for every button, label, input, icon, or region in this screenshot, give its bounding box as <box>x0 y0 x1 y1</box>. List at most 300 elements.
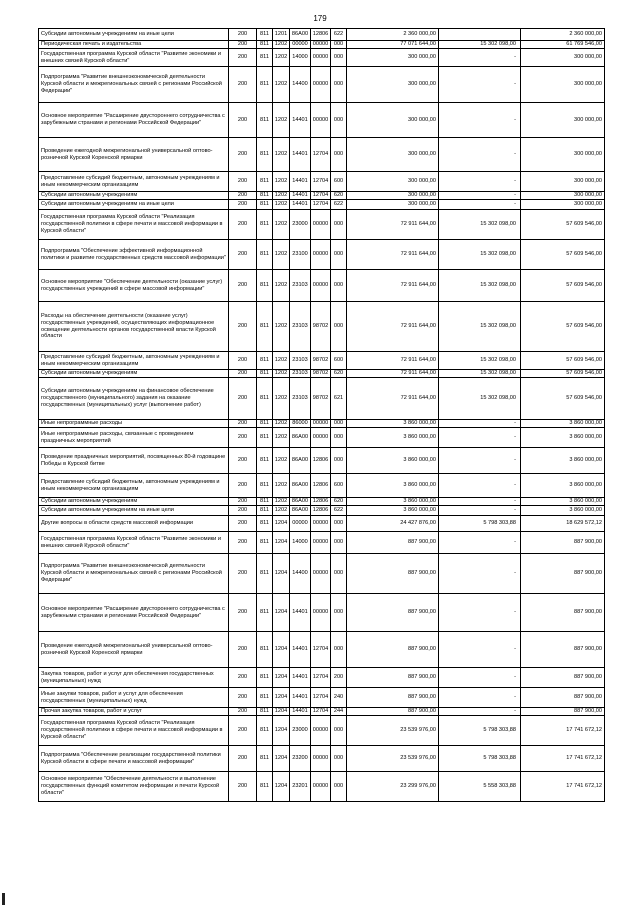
row-direction-cell: 12806 <box>311 498 331 506</box>
row-admin-cell: 811 <box>257 302 273 352</box>
row-program-cell: 14000 <box>290 532 311 554</box>
row-federal-cell: 15 302 098,00 <box>439 41 521 49</box>
row-federal-cell <box>439 29 521 41</box>
row-admin-cell: 811 <box>257 554 273 594</box>
row-expense-type-cell: 000 <box>331 554 347 594</box>
row-grbs-cell: 200 <box>229 302 257 352</box>
row-expense-type-cell: 000 <box>331 532 347 554</box>
row-regional-cell: 887 900,00 <box>521 688 605 708</box>
row-direction-cell: 00000 <box>311 532 331 554</box>
row-name-cell: Иные непрограммные расходы, связанные с проведением праздничных мероприятий <box>39 428 229 448</box>
row-name-cell: Проведение ежегодной межрегиональной универсальной оптово-розничной Курской Коренской ярмарки <box>39 632 229 668</box>
table-row <box>39 240 605 270</box>
row-section-cell: 1204 <box>273 668 290 688</box>
row-total-cell: 887 900,00 <box>347 532 439 554</box>
table-row <box>39 138 605 172</box>
row-program-cell: 86000 <box>290 420 311 428</box>
row-section-cell: 1202 <box>273 352 290 370</box>
row-admin-cell: 811 <box>257 172 273 192</box>
row-direction-cell: 12704 <box>311 632 331 668</box>
row-regional-cell: 300 000,00 <box>521 192 605 200</box>
row-grbs-cell: 200 <box>229 192 257 200</box>
row-expense-type-cell: 000 <box>331 302 347 352</box>
row-expense-type-cell: 244 <box>331 708 347 716</box>
row-name-cell: Субсидии автономным учреждениям на иные цели <box>39 506 229 516</box>
row-expense-type-cell: 000 <box>331 49 347 67</box>
row-federal-cell: - <box>439 420 521 428</box>
row-federal-cell: 15 302 098,00 <box>439 378 521 420</box>
row-direction-cell: 12704 <box>311 172 331 192</box>
row-expense-type-cell: 000 <box>331 67 347 103</box>
row-name-cell: Государственная программа Курской области "Реализация государственной политики в сфере печати и массовой информации в Курской области" <box>39 716 229 746</box>
row-admin-cell: 811 <box>257 708 273 716</box>
row-expense-type-cell: 620 <box>331 498 347 506</box>
table-row <box>39 270 605 302</box>
row-program-cell: 86А00 <box>290 506 311 516</box>
row-grbs-cell: 200 <box>229 200 257 210</box>
row-expense-type-cell: 000 <box>331 632 347 668</box>
row-federal-cell: - <box>439 708 521 716</box>
row-direction-cell: 00000 <box>311 67 331 103</box>
row-federal-cell: - <box>439 49 521 67</box>
row-expense-type-cell: 000 <box>331 772 347 802</box>
row-total-cell: 72 911 644,00 <box>347 270 439 302</box>
row-regional-cell: 61 769 546,00 <box>521 41 605 49</box>
row-federal-cell: - <box>439 498 521 506</box>
table-row <box>39 378 605 420</box>
row-name-cell: Субсидии автономным учреждениям на иные цели <box>39 29 229 41</box>
row-name-cell: Проведение ежегодной межрегиональной универсальной оптово-розничной Курской Коренской ярмарки <box>39 138 229 172</box>
row-grbs-cell: 200 <box>229 420 257 428</box>
row-total-cell: 300 000,00 <box>347 172 439 192</box>
row-regional-cell: 57 609 546,00 <box>521 240 605 270</box>
row-section-cell: 1204 <box>273 708 290 716</box>
row-grbs-cell: 200 <box>229 210 257 240</box>
row-federal-cell: - <box>439 428 521 448</box>
row-program-cell: 14400 <box>290 554 311 594</box>
row-direction-cell: 00000 <box>311 210 331 240</box>
row-federal-cell: - <box>439 200 521 210</box>
table-row <box>39 448 605 474</box>
row-admin-cell: 811 <box>257 41 273 49</box>
row-name-cell: Иные закупки товаров, работ и услуг для обеспечения государственных (муниципальных) нужд <box>39 688 229 708</box>
row-total-cell: 3 860 000,00 <box>347 420 439 428</box>
row-regional-cell: 3 860 000,00 <box>521 428 605 448</box>
row-total-cell: 300 000,00 <box>347 67 439 103</box>
row-program-cell: 14401 <box>290 632 311 668</box>
budget-table <box>38 28 605 802</box>
row-federal-cell: 5 798 303,88 <box>439 516 521 532</box>
row-admin-cell: 811 <box>257 192 273 200</box>
row-admin-cell: 811 <box>257 716 273 746</box>
row-direction-cell: 00000 <box>311 420 331 428</box>
row-name-cell: Предоставление субсидий бюджетным, автономным учреждениям и иным некоммерческим организациям <box>39 352 229 370</box>
row-federal-cell: - <box>439 448 521 474</box>
row-grbs-cell: 200 <box>229 67 257 103</box>
row-admin-cell: 811 <box>257 632 273 668</box>
row-program-cell: 14401 <box>290 192 311 200</box>
row-section-cell: 1202 <box>273 192 290 200</box>
row-direction-cell: 12806 <box>311 474 331 498</box>
row-section-cell: 1202 <box>273 474 290 498</box>
row-federal-cell: 15 302 098,00 <box>439 270 521 302</box>
row-direction-cell: 12806 <box>311 29 331 41</box>
row-expense-type-cell: 000 <box>331 716 347 746</box>
row-regional-cell: 57 609 546,00 <box>521 352 605 370</box>
row-section-cell: 1201 <box>273 29 290 41</box>
row-direction-cell: 00000 <box>311 270 331 302</box>
row-federal-cell: 15 302 098,00 <box>439 302 521 352</box>
row-grbs-cell: 200 <box>229 474 257 498</box>
row-federal-cell: - <box>439 594 521 632</box>
row-expense-type-cell: 000 <box>331 138 347 172</box>
row-program-cell: 23201 <box>290 772 311 802</box>
row-total-cell: 887 900,00 <box>347 632 439 668</box>
row-admin-cell: 811 <box>257 67 273 103</box>
row-expense-type-cell: 000 <box>331 270 347 302</box>
row-admin-cell: 811 <box>257 516 273 532</box>
row-regional-cell: 57 609 546,00 <box>521 270 605 302</box>
row-grbs-cell: 200 <box>229 746 257 772</box>
row-federal-cell: - <box>439 632 521 668</box>
row-grbs-cell: 200 <box>229 352 257 370</box>
row-grbs-cell: 200 <box>229 270 257 302</box>
table-row <box>39 352 605 370</box>
row-expense-type-cell: 000 <box>331 746 347 772</box>
row-admin-cell: 811 <box>257 668 273 688</box>
row-regional-cell: 57 609 546,00 <box>521 370 605 378</box>
row-grbs-cell: 200 <box>229 632 257 668</box>
row-program-cell: 14400 <box>290 67 311 103</box>
row-name-cell: Основное мероприятие "Обеспечение деятельности (оказание услуг) государственных учреждений в сфере массовой информации" <box>39 270 229 302</box>
row-program-cell: 23100 <box>290 240 311 270</box>
row-federal-cell: - <box>439 103 521 138</box>
row-program-cell: 23103 <box>290 270 311 302</box>
row-admin-cell: 811 <box>257 270 273 302</box>
row-program-cell: 14401 <box>290 138 311 172</box>
row-total-cell: 72 911 644,00 <box>347 352 439 370</box>
row-regional-cell: 887 900,00 <box>521 532 605 554</box>
row-federal-cell: - <box>439 668 521 688</box>
row-regional-cell: 3 860 000,00 <box>521 420 605 428</box>
row-regional-cell: 57 609 546,00 <box>521 378 605 420</box>
row-regional-cell: 300 000,00 <box>521 172 605 192</box>
row-admin-cell: 811 <box>257 200 273 210</box>
row-program-cell: 14401 <box>290 688 311 708</box>
row-admin-cell: 811 <box>257 772 273 802</box>
row-program-cell: 23103 <box>290 352 311 370</box>
row-regional-cell: 300 000,00 <box>521 103 605 138</box>
row-program-cell: 14401 <box>290 668 311 688</box>
row-total-cell: 887 900,00 <box>347 708 439 716</box>
row-grbs-cell: 200 <box>229 668 257 688</box>
row-name-cell: Расходы на обеспечение деятельности (оказание услуг) государственных учреждений, осуществляющих информационное освещение деятельности органов государственной власти Курской области <box>39 302 229 352</box>
table-row <box>39 772 605 802</box>
row-expense-type-cell: 000 <box>331 448 347 474</box>
row-regional-cell: 3 860 000,00 <box>521 474 605 498</box>
table-row <box>39 428 605 448</box>
table-row <box>39 192 605 200</box>
row-section-cell: 1202 <box>273 428 290 448</box>
row-grbs-cell: 200 <box>229 138 257 172</box>
row-section-cell: 1202 <box>273 270 290 302</box>
table-row <box>39 532 605 554</box>
row-admin-cell: 811 <box>257 746 273 772</box>
row-grbs-cell: 200 <box>229 772 257 802</box>
row-admin-cell: 811 <box>257 29 273 41</box>
row-regional-cell: 887 900,00 <box>521 708 605 716</box>
row-direction-cell: 00000 <box>311 240 331 270</box>
row-total-cell: 3 860 000,00 <box>347 498 439 506</box>
row-direction-cell: 00000 <box>311 41 331 49</box>
row-admin-cell: 811 <box>257 103 273 138</box>
row-regional-cell: 18 629 572,12 <box>521 516 605 532</box>
row-section-cell: 1204 <box>273 746 290 772</box>
row-expense-type-cell: 620 <box>331 192 347 200</box>
row-name-cell: Периодическая печать и издательства <box>39 41 229 49</box>
row-section-cell: 1202 <box>273 49 290 67</box>
row-grbs-cell: 200 <box>229 370 257 378</box>
row-program-cell: 23000 <box>290 716 311 746</box>
row-expense-type-cell: 000 <box>331 240 347 270</box>
row-admin-cell: 811 <box>257 138 273 172</box>
row-expense-type-cell: 621 <box>331 378 347 420</box>
row-section-cell: 1202 <box>273 67 290 103</box>
row-admin-cell: 811 <box>257 210 273 240</box>
row-federal-cell: 5 798 303,88 <box>439 716 521 746</box>
row-name-cell: Другие вопросы в области средств массовой информации <box>39 516 229 532</box>
row-regional-cell: 3 860 000,00 <box>521 506 605 516</box>
row-admin-cell: 811 <box>257 378 273 420</box>
row-total-cell: 72 911 644,00 <box>347 370 439 378</box>
row-direction-cell: 00000 <box>311 516 331 532</box>
table-row <box>39 554 605 594</box>
row-grbs-cell: 200 <box>229 428 257 448</box>
row-grbs-cell: 200 <box>229 41 257 49</box>
table-row <box>39 210 605 240</box>
row-direction-cell: 98702 <box>311 352 331 370</box>
table-row <box>39 370 605 378</box>
row-grbs-cell: 200 <box>229 49 257 67</box>
row-expense-type-cell: 000 <box>331 41 347 49</box>
row-section-cell: 1202 <box>273 302 290 352</box>
row-federal-cell: 15 302 098,00 <box>439 352 521 370</box>
row-regional-cell: 887 900,00 <box>521 594 605 632</box>
row-name-cell: Подпрограмма "Развитие внешнеэкономической деятельности Курской области и межрегиональных связей с регионами Российской Федерации" <box>39 554 229 594</box>
row-direction-cell: 00000 <box>311 103 331 138</box>
row-total-cell: 3 860 000,00 <box>347 448 439 474</box>
row-regional-cell: 300 000,00 <box>521 138 605 172</box>
row-program-cell: 86А00 <box>290 29 311 41</box>
row-total-cell: 24 427 876,00 <box>347 516 439 532</box>
row-admin-cell: 811 <box>257 428 273 448</box>
row-expense-type-cell: 622 <box>331 29 347 41</box>
row-admin-cell: 811 <box>257 49 273 67</box>
budget-table-container <box>38 28 604 802</box>
row-program-cell: 86А00 <box>290 448 311 474</box>
row-section-cell: 1202 <box>273 138 290 172</box>
row-direction-cell: 12704 <box>311 192 331 200</box>
row-section-cell: 1202 <box>273 420 290 428</box>
row-total-cell: 887 900,00 <box>347 554 439 594</box>
row-program-cell: 14401 <box>290 103 311 138</box>
table-row <box>39 668 605 688</box>
row-name-cell: Предоставление субсидий бюджетным, автономным учреждениям и иным некоммерческим организациям <box>39 172 229 192</box>
row-name-cell: Субсидии автономным учреждениям на финансовое обеспечение государственного (муниципального) задания на оказание государственных (муниципальных) услуг (выполнение работ) <box>39 378 229 420</box>
row-total-cell: 300 000,00 <box>347 138 439 172</box>
row-program-cell: 23103 <box>290 378 311 420</box>
row-expense-type-cell: 000 <box>331 210 347 240</box>
table-row <box>39 498 605 506</box>
row-grbs-cell: 200 <box>229 554 257 594</box>
row-direction-cell: 00000 <box>311 49 331 67</box>
row-direction-cell: 98702 <box>311 302 331 352</box>
row-expense-type-cell: 600 <box>331 474 347 498</box>
row-grbs-cell: 200 <box>229 532 257 554</box>
row-federal-cell: 15 302 098,00 <box>439 210 521 240</box>
table-row <box>39 746 605 772</box>
row-name-cell: Государственная программа Курской области "Развитие экономики и внешних связей Курской области" <box>39 532 229 554</box>
row-admin-cell: 811 <box>257 240 273 270</box>
row-total-cell: 887 900,00 <box>347 594 439 632</box>
row-admin-cell: 811 <box>257 594 273 632</box>
row-section-cell: 1202 <box>273 370 290 378</box>
row-grbs-cell: 200 <box>229 448 257 474</box>
row-federal-cell: - <box>439 532 521 554</box>
row-name-cell: Субсидии автономным учреждениям <box>39 192 229 200</box>
row-expense-type-cell: 600 <box>331 172 347 192</box>
row-name-cell: Субсидии автономным учреждениям <box>39 370 229 378</box>
row-name-cell: Основное мероприятие "Расширение двустороннего сотрудничества с зарубежными странами и регионами Российской Федерации" <box>39 594 229 632</box>
row-name-cell: Прочая закупка товаров, работ и услуг <box>39 708 229 716</box>
row-total-cell: 3 860 000,00 <box>347 474 439 498</box>
row-expense-type-cell: 600 <box>331 352 347 370</box>
row-direction-cell: 98702 <box>311 370 331 378</box>
row-direction-cell: 00000 <box>311 716 331 746</box>
row-section-cell: 1202 <box>273 378 290 420</box>
row-total-cell: 23 539 976,00 <box>347 746 439 772</box>
row-regional-cell: 17 741 672,12 <box>521 746 605 772</box>
row-section-cell: 1204 <box>273 594 290 632</box>
row-name-cell: Государственная программа Курской области "Развитие экономики и внешних связей Курской области" <box>39 49 229 67</box>
row-program-cell: 14000 <box>290 49 311 67</box>
table-row <box>39 41 605 49</box>
row-total-cell: 300 000,00 <box>347 49 439 67</box>
row-grbs-cell: 200 <box>229 594 257 632</box>
row-federal-cell: - <box>439 192 521 200</box>
table-row <box>39 67 605 103</box>
table-row <box>39 632 605 668</box>
table-row <box>39 302 605 352</box>
table-row <box>39 172 605 192</box>
row-section-cell: 1204 <box>273 772 290 802</box>
row-section-cell: 1202 <box>273 41 290 49</box>
row-name-cell: Субсидии автономным учреждениям <box>39 498 229 506</box>
row-program-cell: 14401 <box>290 172 311 192</box>
row-program-cell: 86А00 <box>290 498 311 506</box>
row-total-cell: 300 000,00 <box>347 200 439 210</box>
row-regional-cell: 300 000,00 <box>521 200 605 210</box>
row-section-cell: 1202 <box>273 200 290 210</box>
row-regional-cell: 3 860 000,00 <box>521 498 605 506</box>
row-admin-cell: 811 <box>257 448 273 474</box>
row-direction-cell: 98702 <box>311 378 331 420</box>
page-number: 179 <box>313 14 327 23</box>
row-grbs-cell: 200 <box>229 708 257 716</box>
row-total-cell: 23 299 976,00 <box>347 772 439 802</box>
row-regional-cell: 57 609 546,00 <box>521 302 605 352</box>
row-expense-type-cell: 200 <box>331 668 347 688</box>
row-expense-type-cell: 000 <box>331 420 347 428</box>
row-grbs-cell: 200 <box>229 172 257 192</box>
row-section-cell: 1204 <box>273 532 290 554</box>
row-direction-cell: 12704 <box>311 138 331 172</box>
row-total-cell: 3 860 000,00 <box>347 428 439 448</box>
row-name-cell: Закупка товаров, работ и услуг для обеспечения государственных (муниципальных) нужд <box>39 668 229 688</box>
row-program-cell: 14401 <box>290 200 311 210</box>
row-admin-cell: 811 <box>257 474 273 498</box>
row-regional-cell: 887 900,00 <box>521 668 605 688</box>
row-regional-cell: 2 360 000,00 <box>521 29 605 41</box>
row-program-cell: 14401 <box>290 594 311 632</box>
row-program-cell: 86А00 <box>290 474 311 498</box>
row-section-cell: 1204 <box>273 554 290 594</box>
row-admin-cell: 811 <box>257 688 273 708</box>
row-grbs-cell: 200 <box>229 29 257 41</box>
row-grbs-cell: 200 <box>229 506 257 516</box>
row-regional-cell: 17 741 672,12 <box>521 716 605 746</box>
row-program-cell: 00000 <box>290 516 311 532</box>
row-federal-cell: - <box>439 138 521 172</box>
row-federal-cell: - <box>439 554 521 594</box>
row-name-cell: Проведение праздничных мероприятий, посвященных 80-й годовщине Победы в Курской битве <box>39 448 229 474</box>
row-admin-cell: 811 <box>257 370 273 378</box>
row-section-cell: 1204 <box>273 688 290 708</box>
row-grbs-cell: 200 <box>229 240 257 270</box>
row-name-cell: Подпрограмма "Развитие внешнеэкономической деятельности Курской области и межрегиональных связей с регионами Российской Федерации" <box>39 67 229 103</box>
row-grbs-cell: 200 <box>229 516 257 532</box>
table-row <box>39 200 605 210</box>
table-row <box>39 708 605 716</box>
row-grbs-cell: 200 <box>229 716 257 746</box>
scan-edge-mark <box>2 893 5 905</box>
row-expense-type-cell: 620 <box>331 370 347 378</box>
table-row <box>39 49 605 67</box>
table-row <box>39 688 605 708</box>
row-direction-cell: 12704 <box>311 708 331 716</box>
row-total-cell: 72 911 644,00 <box>347 378 439 420</box>
row-section-cell: 1202 <box>273 448 290 474</box>
row-regional-cell: 3 860 000,00 <box>521 448 605 474</box>
row-name-cell: Основное мероприятие "Расширение двустороннего сотрудничества с зарубежными странами и регионами Российской Федерации" <box>39 103 229 138</box>
table-row <box>39 716 605 746</box>
row-name-cell: Основное мероприятие "Обеспечение деятельности и выполнение государственных функций комитетом информации и печати Курской области" <box>39 772 229 802</box>
row-federal-cell: - <box>439 474 521 498</box>
row-section-cell: 1202 <box>273 506 290 516</box>
row-program-cell: 14401 <box>290 708 311 716</box>
table-row <box>39 506 605 516</box>
row-regional-cell: 300 000,00 <box>521 67 605 103</box>
row-direction-cell: 00000 <box>311 428 331 448</box>
budget-table-body <box>39 29 605 802</box>
row-total-cell: 77 071 644,00 <box>347 41 439 49</box>
row-total-cell: 23 539 976,00 <box>347 716 439 746</box>
row-section-cell: 1202 <box>273 172 290 192</box>
row-program-cell: 00000 <box>290 41 311 49</box>
row-regional-cell: 887 900,00 <box>521 554 605 594</box>
table-row <box>39 420 605 428</box>
row-direction-cell: 12704 <box>311 200 331 210</box>
